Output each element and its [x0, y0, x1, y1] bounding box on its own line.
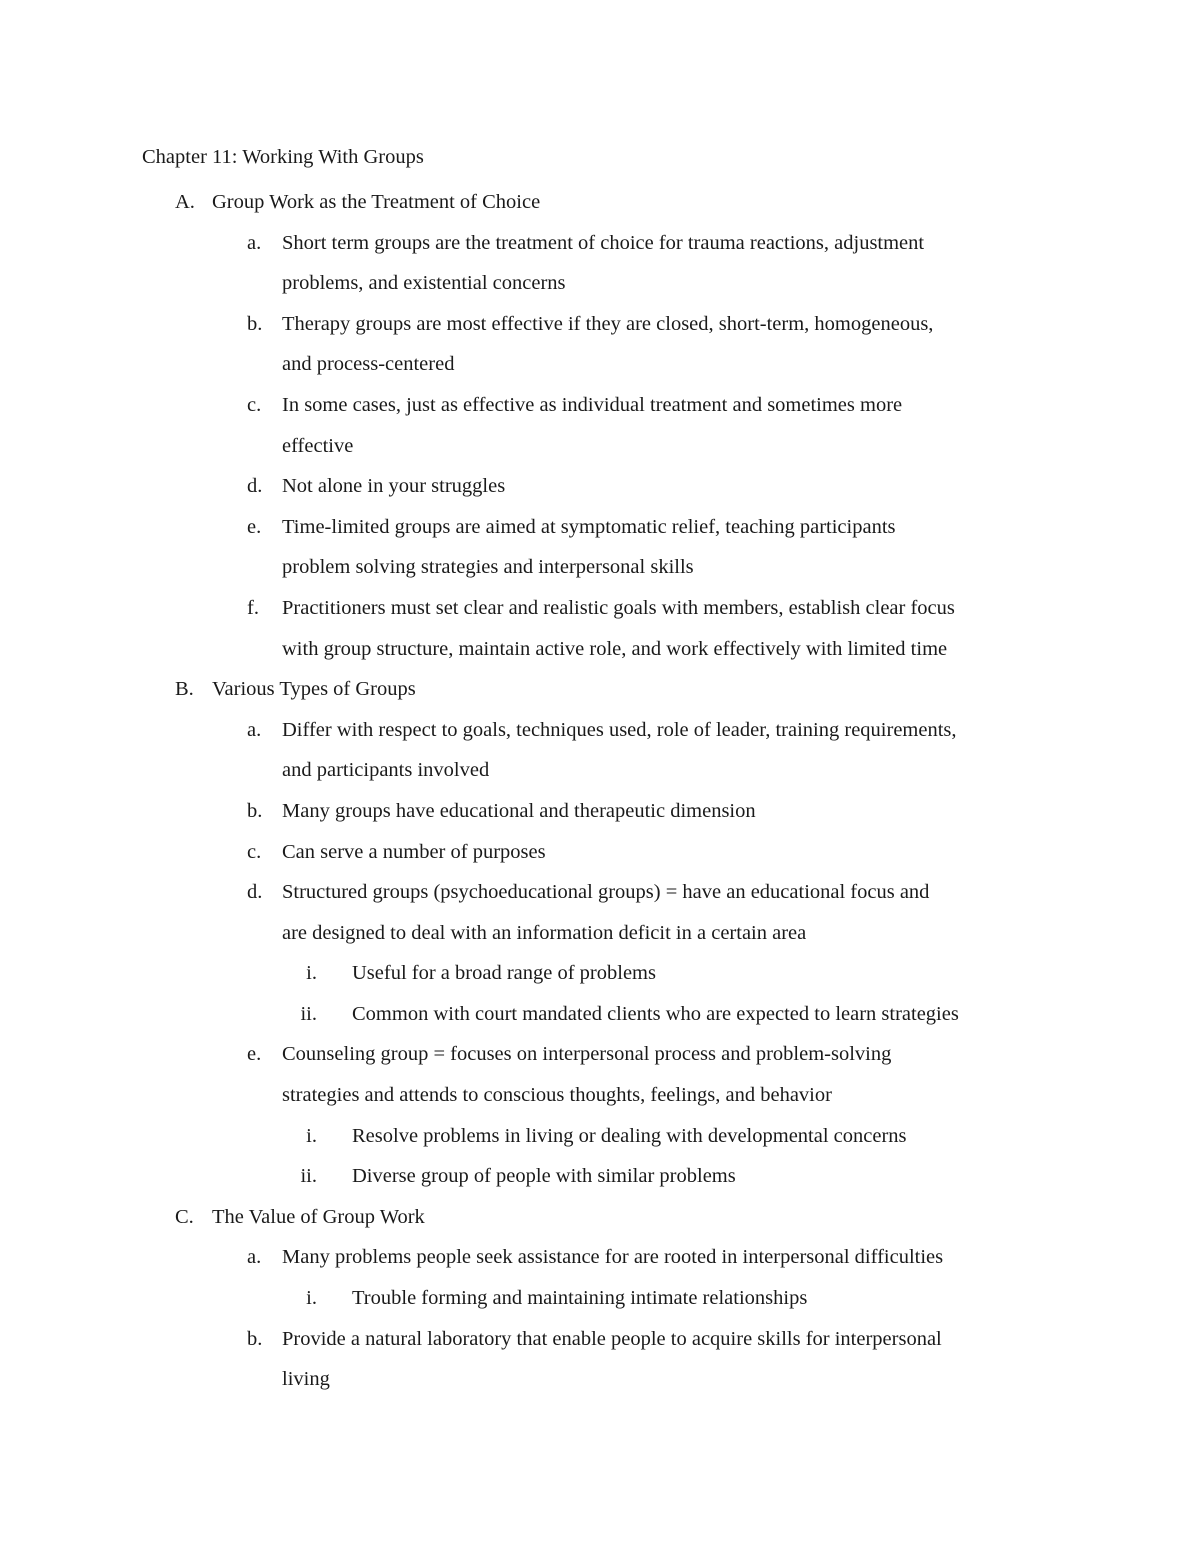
item-text-line: problems, and existential concerns: [282, 272, 566, 295]
list-marker: f.: [247, 596, 259, 619]
sub-list-item: [0, 1278, 1200, 1319]
item-text-line: Many groups have educational and therapeutic dimension: [282, 799, 756, 822]
item-text-line: Provide a natural laboratory that enable people to acquire skills for interpersonal: [282, 1327, 942, 1350]
section-heading: [0, 182, 1200, 223]
item-text-line: Short term groups are the treatment of choice for trauma reactions, adjustment: [282, 231, 925, 254]
list-marker: e.: [247, 1043, 262, 1066]
sub-list-item: [0, 1156, 1200, 1197]
list-marker: C.: [175, 1205, 194, 1228]
list-marker: d.: [247, 881, 263, 904]
item-text-line: Structured groups (psychoeducational groups) = have an educational focus and: [282, 881, 930, 904]
section-heading: [0, 1197, 1200, 1238]
item-text-line: problem solving strategies and interpersonal skills: [282, 556, 694, 579]
list-item: [0, 710, 1200, 791]
item-text-line: In some cases, just as effective as individual treatment and sometimes more: [282, 393, 903, 416]
list-item: [0, 1237, 1200, 1278]
list-marker: d.: [247, 475, 263, 498]
sub-list-item: [0, 994, 1200, 1035]
item-text-line: effective: [282, 434, 354, 457]
sub-list-item: [0, 953, 1200, 994]
page-title: Chapter 11: Working With Groups: [142, 146, 424, 168]
item-text-line: Various Types of Groups: [212, 678, 416, 701]
section-heading: [0, 669, 1200, 710]
item-text-line: The Value of Group Work: [212, 1205, 425, 1228]
list-marker: b.: [247, 1327, 263, 1350]
item-text-line: Useful for a broad range of problems: [352, 962, 656, 985]
list-item: [0, 791, 1200, 832]
list-item: [0, 1319, 1200, 1400]
item-text-line: Group Work as the Treatment of Choice: [212, 191, 541, 213]
list-marker: a.: [247, 231, 262, 254]
outline: [0, 182, 1200, 1400]
item-text-line: Diverse group of people with similar problems: [352, 1165, 736, 1188]
item-text-line: strategies and attends to conscious thoughts, feelings, and behavior: [282, 1084, 832, 1107]
list-marker: ii.: [300, 1165, 317, 1188]
item-text-line: Counseling group = focuses on interpersonal process and problem-solving: [282, 1043, 892, 1066]
list-marker: ii.: [300, 1002, 317, 1025]
item-text-line: with group structure, maintain active role, and work effectively with limited time: [282, 637, 948, 660]
list-marker: i.: [306, 962, 317, 985]
list-marker: c.: [247, 840, 262, 863]
item-text-line: Resolve problems in living or dealing with developmental concerns: [352, 1124, 907, 1147]
list-item: [0, 832, 1200, 873]
list-item: [0, 1034, 1200, 1115]
item-text-line: Not alone in your struggles: [282, 475, 506, 498]
list-item: [0, 507, 1200, 588]
item-text-line: Many problems people seek assistance for are rooted in interpersonal difficulties: [282, 1246, 944, 1269]
item-text-line: and participants involved: [282, 759, 490, 782]
list-item: [0, 466, 1200, 507]
list-marker: B.: [175, 678, 194, 701]
item-text-line: Differ with respect to goals, techniques used, role of leader, training requirements,: [282, 718, 957, 741]
list-marker: i.: [306, 1287, 317, 1310]
sub-list-item: [0, 1116, 1200, 1157]
list-marker: c.: [247, 393, 262, 416]
list-item: [0, 223, 1200, 304]
list-item: [0, 588, 1200, 669]
item-text-line: Time-limited groups are aimed at symptomatic relief, teaching participants: [282, 515, 896, 538]
list-marker: a.: [247, 1246, 262, 1269]
item-text-line: are designed to deal with an information deficit in a certain area: [282, 921, 807, 944]
list-item: [0, 385, 1200, 466]
list-marker: e.: [247, 515, 262, 538]
list-item: [0, 872, 1200, 953]
list-item: [0, 304, 1200, 385]
item-text-line: living: [282, 1368, 330, 1391]
item-text-line: Trouble forming and maintaining intimate relationships: [352, 1287, 808, 1310]
list-marker: A.: [175, 191, 195, 213]
list-marker: i.: [306, 1124, 317, 1147]
item-text-line: Therapy groups are most effective if they are closed, short-term, homogeneous,: [282, 312, 934, 335]
item-text-line: Can serve a number of purposes: [282, 840, 546, 863]
item-text-line: Practitioners must set clear and realistic goals with members, establish clear focus: [282, 596, 955, 619]
item-text-line: and process-centered: [282, 353, 455, 376]
list-marker: b.: [247, 312, 263, 335]
item-text-line: Common with court mandated clients who are expected to learn strategies: [352, 1002, 959, 1025]
list-marker: a.: [247, 718, 262, 741]
list-marker: b.: [247, 799, 263, 822]
